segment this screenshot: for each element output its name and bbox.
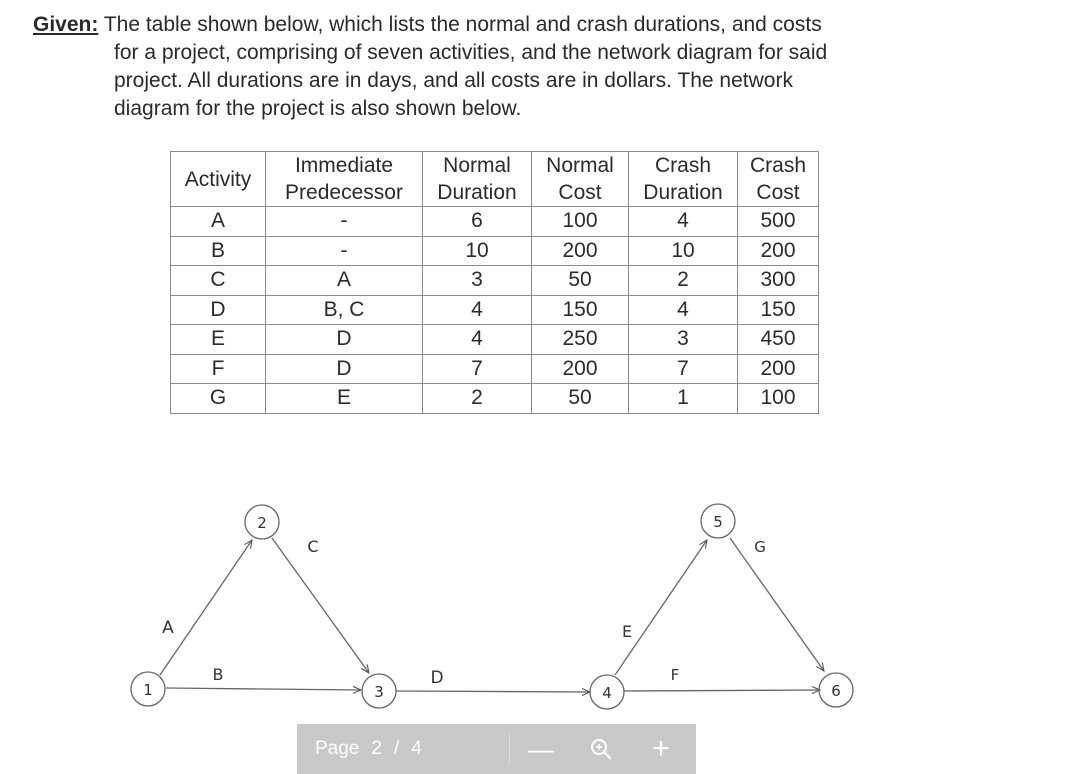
svg-text:5: 5 bbox=[713, 513, 723, 531]
header-text: Cost bbox=[756, 181, 800, 204]
label-A: A bbox=[162, 618, 174, 638]
table-cell: 4 bbox=[629, 207, 738, 237]
label-E: E bbox=[621, 622, 633, 641]
intro-line-3: project. All durations are in days, and all costs are in dollars. The network bbox=[114, 69, 793, 92]
intro-line-2: for a project, comprising of seven activities, and the network diagram for said bbox=[114, 41, 828, 64]
table-cell: 2 bbox=[423, 384, 532, 414]
table-cell: 150 bbox=[532, 295, 629, 325]
node-5 bbox=[701, 504, 735, 538]
table-cell: 4 bbox=[423, 325, 532, 355]
table-cell: D bbox=[266, 354, 423, 384]
table-cell: 2 bbox=[629, 266, 738, 296]
label-F: F bbox=[670, 666, 680, 684]
table-cell: B, C bbox=[266, 295, 423, 325]
table-cell: 3 bbox=[423, 266, 532, 296]
table-cell: 450 bbox=[738, 325, 819, 355]
zoom-in-button[interactable]: + bbox=[652, 732, 670, 765]
total-pages: 4 bbox=[411, 738, 422, 759]
table-cell: A bbox=[171, 207, 266, 237]
table-cell: 7 bbox=[423, 354, 532, 384]
table-cell: - bbox=[266, 236, 423, 266]
zoom-reset-button[interactable] bbox=[583, 724, 619, 774]
label-C: C bbox=[307, 537, 319, 556]
edge-C bbox=[272, 538, 369, 673]
label-G: G bbox=[754, 538, 766, 556]
zoom-out-button[interactable]: — bbox=[528, 733, 554, 764]
table-cell: G bbox=[171, 384, 266, 414]
intro-line-1: Given: The table shown below, which lists the normal and crash durations, and costs bbox=[33, 13, 822, 36]
table-cell: 10 bbox=[629, 236, 738, 266]
table-cell: 10 bbox=[423, 236, 532, 266]
table-cell: - bbox=[266, 207, 423, 237]
header-text: Duration bbox=[643, 181, 723, 204]
table-cell: 100 bbox=[532, 207, 629, 237]
intro-line-4: diagram for the project is also shown below. bbox=[114, 97, 522, 120]
node-1 bbox=[131, 672, 165, 706]
node-2 bbox=[245, 505, 279, 539]
pdf-viewer-toolbar bbox=[297, 724, 696, 774]
svg-text:6: 6 bbox=[831, 682, 841, 700]
header-text: Crash bbox=[749, 154, 807, 177]
header-text: Predecessor bbox=[285, 181, 403, 204]
magnifier-icon bbox=[590, 738, 612, 760]
table-cell: 7 bbox=[629, 354, 738, 384]
table-cell: E bbox=[171, 325, 266, 355]
svg-text:2: 2 bbox=[257, 514, 267, 532]
table-cell: 300 bbox=[738, 266, 819, 296]
table-cell: B bbox=[171, 236, 266, 266]
given-label: Given: bbox=[33, 13, 99, 36]
svg-text:3: 3 bbox=[374, 683, 384, 701]
table-cell: 200 bbox=[738, 354, 819, 384]
node-6 bbox=[819, 673, 853, 707]
header-text: Normal bbox=[546, 154, 614, 177]
header-text: Cost bbox=[558, 181, 602, 204]
header-text: Normal bbox=[443, 154, 511, 177]
table-cell: 4 bbox=[629, 295, 738, 325]
label-B: B bbox=[212, 665, 224, 684]
current-page-number[interactable]: 2 bbox=[371, 738, 382, 759]
table-cell: 50 bbox=[532, 266, 629, 296]
page-separator: / bbox=[393, 738, 400, 759]
table-cell: C bbox=[171, 266, 266, 296]
header-text: Crash bbox=[654, 154, 712, 177]
table-cell: A bbox=[266, 266, 423, 296]
table-cell: E bbox=[266, 384, 423, 414]
edge-E bbox=[615, 540, 707, 675]
edge-G bbox=[730, 538, 824, 671]
label-D: D bbox=[430, 668, 444, 688]
node-3 bbox=[362, 674, 396, 708]
table-cell: 250 bbox=[532, 325, 629, 355]
table-cell: D bbox=[171, 295, 266, 325]
svg-text:1: 1 bbox=[143, 681, 153, 699]
table-cell: 500 bbox=[738, 207, 819, 237]
table-cell: 100 bbox=[738, 384, 819, 414]
table-cell: 200 bbox=[532, 236, 629, 266]
table-cell: D bbox=[266, 325, 423, 355]
table-cell: 1 bbox=[629, 384, 738, 414]
svg-text:4: 4 bbox=[602, 684, 612, 702]
table-cell: F bbox=[171, 354, 266, 384]
table-cell: 3 bbox=[629, 325, 738, 355]
table-cell: 4 bbox=[423, 295, 532, 325]
edge-D bbox=[396, 691, 590, 692]
table-cell: 6 bbox=[423, 207, 532, 237]
edge-A bbox=[160, 540, 252, 675]
toolbar-divider bbox=[509, 734, 510, 764]
table-cell: 50 bbox=[532, 384, 629, 414]
edge-B bbox=[166, 688, 361, 690]
page-label: Page bbox=[315, 738, 360, 759]
edge-F bbox=[624, 690, 820, 691]
table-cell: 150 bbox=[738, 295, 819, 325]
header-text: Activity bbox=[184, 167, 252, 191]
header-text: Duration bbox=[437, 181, 517, 204]
table-cell: 200 bbox=[738, 236, 819, 266]
node-4 bbox=[590, 675, 624, 709]
table-cell: 200 bbox=[532, 354, 629, 384]
header-text: Immediate bbox=[294, 154, 394, 177]
